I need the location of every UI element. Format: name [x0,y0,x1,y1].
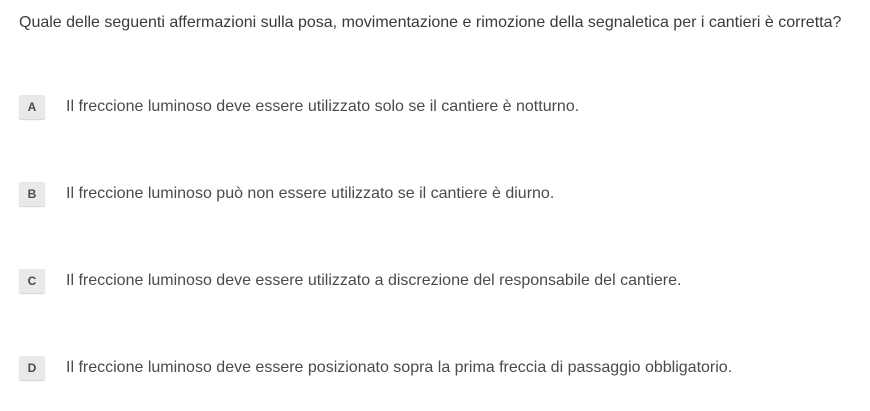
answer-letter-badge: D [19,356,45,380]
answer-option-a[interactable] [19,94,579,120]
answer-option-c[interactable] [19,268,681,294]
answer-text: Il freccione luminoso deve essere utilizzato a discrezione del responsabile del cantiere. [66,272,682,289]
answer-option-b[interactable] [19,181,554,207]
answer-letter-badge: A [19,95,45,119]
answer-letter-badge: B [19,182,45,206]
quiz-question: Quale delle seguenti affermazioni sulla posa, movimentazione e rimozione della segnaletica per i cantieri è corretta? [19,14,842,31]
answer-option-d[interactable] [19,355,732,381]
answer-letter-badge: C [19,269,45,293]
answer-text: Il freccione luminoso deve essere utilizzato solo se il cantiere è notturno. [66,98,580,115]
answer-text: Il freccione luminoso può non essere utilizzato se il cantiere è diurno. [66,185,555,202]
answer-text: Il freccione luminoso deve essere posizionato sopra la prima freccia di passaggio obbligatorio. [66,359,733,376]
